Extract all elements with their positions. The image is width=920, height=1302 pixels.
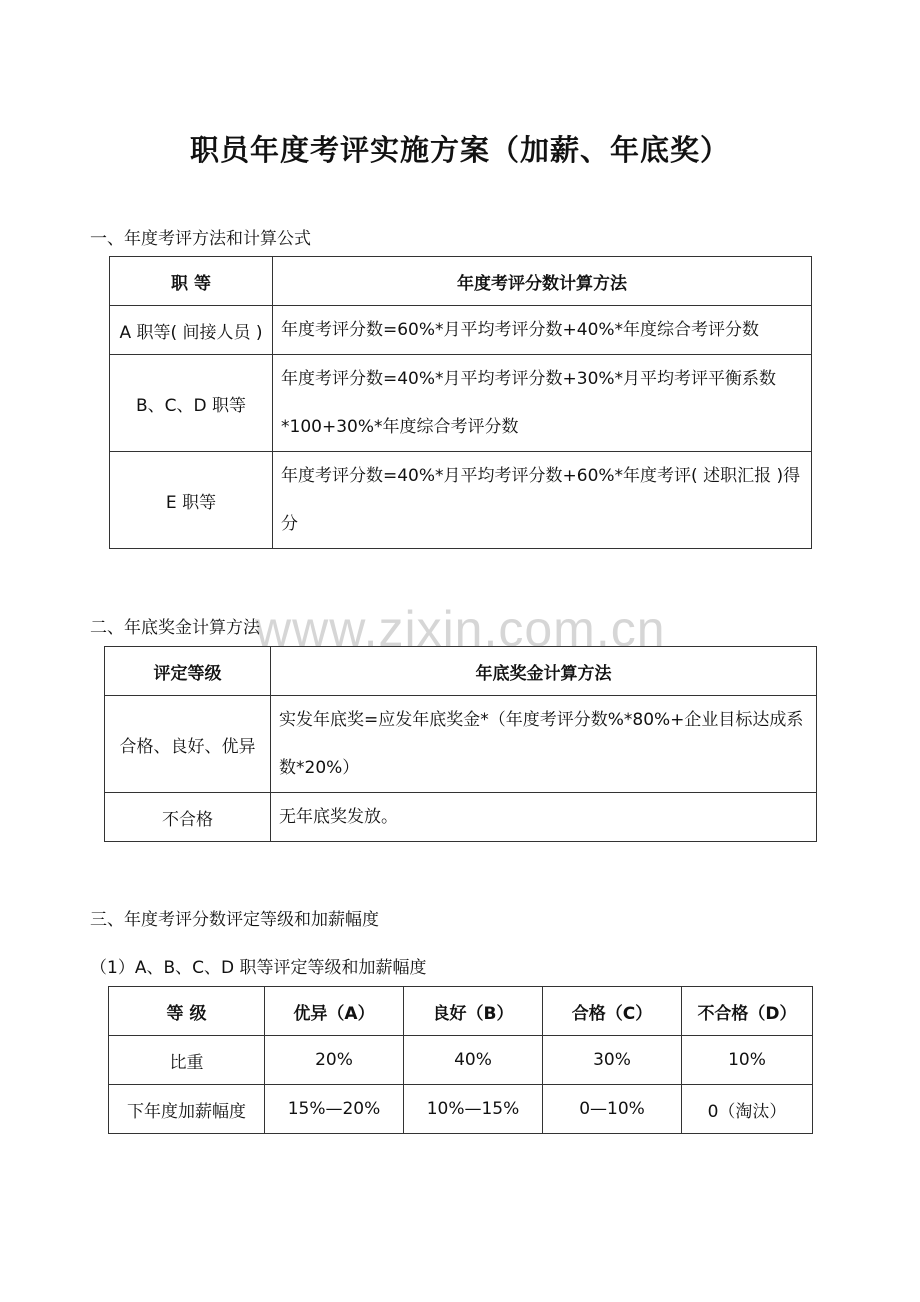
table-header-row xyxy=(109,987,813,1036)
section2-table xyxy=(104,646,817,842)
method-cell: 无年底奖发放。 xyxy=(271,793,817,842)
table-row xyxy=(105,696,817,793)
section1-heading: 一、年度考评方法和计算公式 xyxy=(90,229,311,249)
method-cell: 年度考评分数=40%*月平均考评分数+60%*年度考评( 述职汇报 )得分 xyxy=(273,452,812,549)
level-cell: 不合格 xyxy=(105,793,271,842)
method-cell: 年度考评分数=60%*月平均考评分数+40%*年度综合考评分数 xyxy=(273,306,812,355)
grade-cell: B、C、D 职等 xyxy=(110,355,273,452)
table-row xyxy=(109,1085,813,1134)
column-header-grade: 职 等 xyxy=(110,257,273,306)
value-cell: 40% xyxy=(404,1036,543,1085)
table-row xyxy=(110,355,812,452)
grade-cell: E 职等 xyxy=(110,452,273,549)
column-header-level: 等 级 xyxy=(109,987,265,1036)
value-cell: 0—10% xyxy=(543,1085,682,1134)
column-header-good: 良好（B） xyxy=(404,987,543,1036)
column-header-level: 评定等级 xyxy=(105,647,271,696)
section2-heading: 二、年底奖金计算方法 xyxy=(90,618,260,638)
level-cell: 合格、良好、优异 xyxy=(105,696,271,793)
column-header-method: 年底奖金计算方法 xyxy=(271,647,817,696)
table-row xyxy=(109,1036,813,1085)
value-cell: 15%—20% xyxy=(265,1085,404,1134)
column-header-excellent: 优异（A） xyxy=(265,987,404,1036)
grade-cell: A 职等( 间接人员 ) xyxy=(110,306,273,355)
table-row xyxy=(105,793,817,842)
column-header-fail: 不合格（D） xyxy=(682,987,813,1036)
value-cell: 20% xyxy=(265,1036,404,1085)
value-cell: 10% xyxy=(682,1036,813,1085)
row-label-cell: 下年度加薪幅度 xyxy=(109,1085,265,1134)
method-cell: 实发年底奖=应发年底奖金*（年度考评分数%*80%+企业目标达成系数*20%） xyxy=(271,696,817,793)
method-cell: 年度考评分数=40%*月平均考评分数+30%*月平均考评平衡系数*100+30%*年度综合考评分数 xyxy=(273,355,812,452)
table-header-row xyxy=(110,257,812,306)
column-header-pass: 合格（C） xyxy=(543,987,682,1036)
value-cell: 0（淘汰） xyxy=(682,1085,813,1134)
table-header-row xyxy=(105,647,817,696)
section1-table xyxy=(109,256,812,549)
value-cell: 10%—15% xyxy=(404,1085,543,1134)
table-row xyxy=(110,306,812,355)
column-header-method: 年度考评分数计算方法 xyxy=(273,257,812,306)
section3-table xyxy=(108,986,813,1134)
value-cell: 30% xyxy=(543,1036,682,1085)
page-title: 职员年度考评实施方案（加薪、年底奖） xyxy=(189,133,730,167)
table-row xyxy=(110,452,812,549)
section3-subheading: （1）A、B、C、D 职等评定等级和加薪幅度 xyxy=(90,958,427,978)
row-label-cell: 比重 xyxy=(109,1036,265,1085)
watermark: www.zixin.com.cn xyxy=(255,601,666,657)
section3-heading: 三、年度考评分数评定等级和加薪幅度 xyxy=(90,910,379,930)
